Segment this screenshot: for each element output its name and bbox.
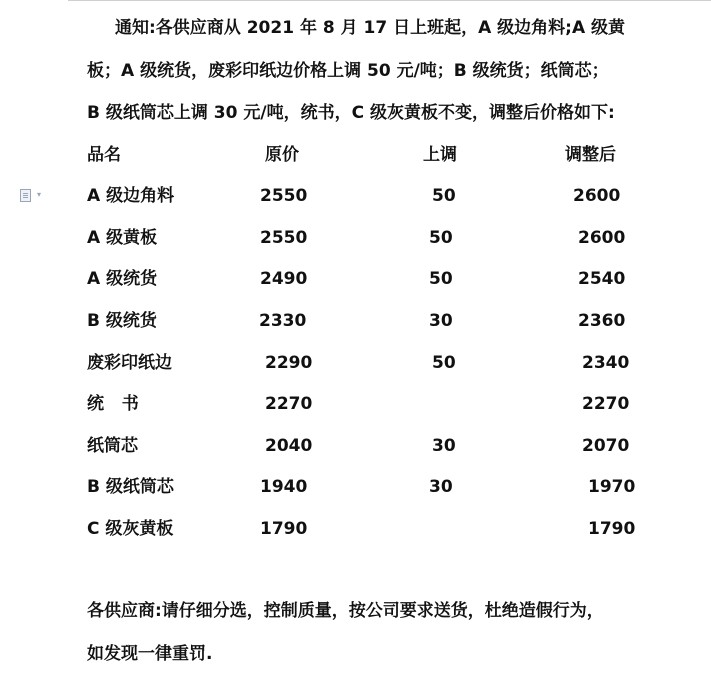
footer-line-1: 各供应商:请仔细分选，控制质量，按公司要求送货，杜绝造假行为， [87, 601, 604, 621]
row-increase: 30 [432, 436, 456, 456]
row-name: A 级边角料 [87, 186, 175, 206]
row-increase: 50 [429, 269, 453, 289]
row-adjusted: 2600 [578, 228, 626, 248]
row-original: 2290 [265, 353, 313, 373]
row-name: A 级统货 [87, 269, 158, 289]
row-original: 2330 [259, 311, 307, 331]
row-increase: 50 [432, 186, 456, 206]
header-original: 原价 [265, 145, 299, 165]
row-adjusted: 2270 [582, 394, 630, 414]
row-adjusted: 1790 [588, 519, 636, 539]
notice-line-2: 板；A 级统货，废彩印纸边价格上调 50 元/吨；B 级统货；纸筒芯； [87, 61, 609, 81]
row-original: 1790 [260, 519, 308, 539]
header-increase: 上调 [423, 145, 457, 165]
chevron-down-icon[interactable]: ▾ [37, 190, 42, 199]
header-name: 品名 [87, 145, 121, 165]
row-increase: 50 [429, 228, 453, 248]
row-original: 2550 [260, 228, 308, 248]
row-name: C 级灰黄板 [87, 519, 174, 539]
row-adjusted: 2600 [573, 186, 621, 206]
row-adjusted: 2340 [582, 353, 630, 373]
notice-line-3: B 级纸筒芯上调 30 元/吨，统书，C 级灰黄板不变，调整后价格如下: [87, 103, 615, 123]
row-increase: 50 [432, 353, 456, 373]
footer-line-2: 如发现一律重罚. [87, 644, 213, 664]
notice-line-1: 通知:各供应商从 2021 年 8 月 17 日上班起，A 级边角料;A 级黄 [115, 18, 626, 38]
header-adjusted: 调整后 [565, 145, 616, 165]
row-name: 纸筒芯 [87, 436, 138, 456]
row-name: B 级纸筒芯 [87, 477, 174, 497]
page-top-border [68, 0, 711, 1]
row-original: 2270 [265, 394, 313, 414]
row-adjusted: 2540 [578, 269, 626, 289]
row-original: 2040 [265, 436, 313, 456]
row-increase: 30 [429, 477, 453, 497]
row-name: 废彩印纸边 [87, 353, 172, 373]
row-adjusted: 2070 [582, 436, 630, 456]
row-increase: 30 [429, 311, 453, 331]
row-original: 1940 [260, 477, 308, 497]
row-adjusted: 2360 [578, 311, 626, 331]
row-name: 统 书 [87, 394, 139, 414]
row-name: B 级统货 [87, 311, 157, 331]
row-name: A 级黄板 [87, 228, 158, 248]
row-adjusted: 1970 [588, 477, 636, 497]
document-icon[interactable] [20, 189, 31, 202]
row-original: 2490 [260, 269, 308, 289]
row-original: 2550 [260, 186, 308, 206]
